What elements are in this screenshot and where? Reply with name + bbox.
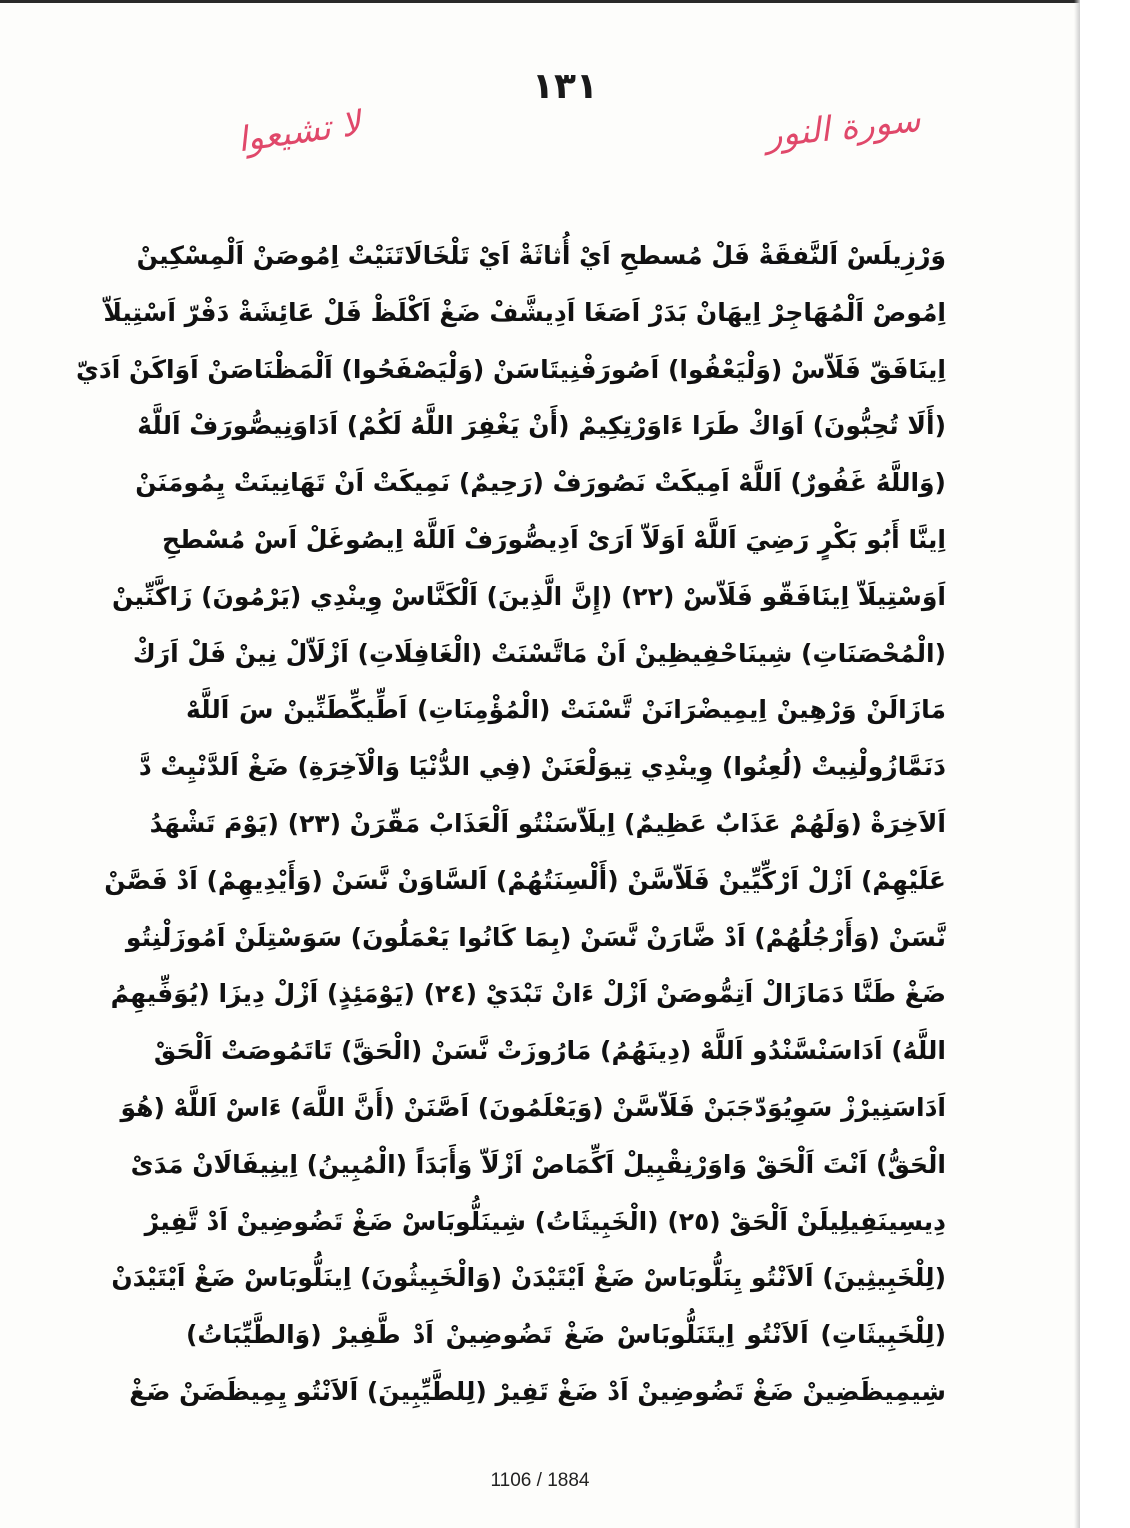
handwritten-surah-title: سورة النور: [763, 100, 923, 156]
text-line: (لِلْخَبِيثِينَ) اَلاَنْتُو يِنَلُّوبَاسْ ضَغْ اَيْتَيْدَنْ (وَالْخَبِيثُونَ) اِينَلُّوبَاسْ ضَغْ اَيْتَيْدَنْ: [111, 1263, 946, 1293]
text-line: دِيسِينَفِيلِيلَنْ اَلْحَقْ (٢٥) (الْخَبِيثَاتُ) شِينَلُّوبَاسْ ضَغْ تَضُوضِينْ اَدْ تَّفِيرْ: [144, 1206, 946, 1236]
text-line: ضَغْ طَنَّا دَمَازَالْ اَتِمُّوصَنْ اَزْلْ ءَانْ تَبْدَيْ (٢٤) (يَوْمَئِذٍ) اَزْلْ دِيزَا (يُوَفِّيهِمُ: [110, 979, 946, 1009]
text-line: مَازَالَنْ وَرْهِينْ اِيمِيضْرَانَنْ تَّسْنَتْ (الْمُؤْمِنَاتِ) اَطِّيكِّطَنِّينْ سَ اَللَّهْ: [186, 695, 946, 725]
text-line: دَنَمَّازُولْنِيتْ (لُعِنُوا) وِينْدِي تِيوَلْعَنَنْ (فِي الدُّنْيَا وَالْآخِرَةِ) ضَغْ اَلدَّنْيِتْ دَّ: [138, 752, 946, 782]
handwritten-note: لا تشيعوا: [234, 103, 364, 161]
tafsir-text-block: [75, 228, 946, 1421]
text-line: وَرْزِيلَسْ اَلنَّفقَةْ فَلْ مُسطحِ اَيْ أُثاثَةْ اَيْ تَلْخَالَاتَنَيْتْ اِمُوصَنْ اَلْمِسْكِينْ: [136, 241, 946, 270]
text-line: نَّسَنْ (وَأَرْجُلُهُمْ) اَدْ ضَّارَنْ نَّسَنْ (بِمَا كَانُوا يَعْمَلُونَ) سَوَسْتِلَنْ اَمُوزَلْنِتُو: [125, 922, 946, 952]
page-edge-shadow: [1074, 0, 1080, 1528]
text-line: الْحَقُّ) اَنْتَ اَلْحَقْ وَاوَرْنِقْبِيلْ اَكِّمَاصْ اَزْلَاّ وَأَبَدَاً (الْمُبِينُ) اِينِيفَالَانْ مَدَىْ: [130, 1149, 946, 1179]
text-line: شِيمِيظَضِينْ ضَغْ تَضُوضِينْ اَدْ ضَغْ تَفِيرْ (لِلطَّيِّبِينَ) اَلاَنْتُو يِمِيظَضَنْ ضَغْ: [129, 1376, 946, 1406]
text-line: اَلاَخِرَةْ (وَلَهُمْ عَذَابٌ عَظِيمٌ) اِيلَاّسَنْتُو اَلْعَذَابْ مَقّرَنْ (٢٣) (يَوْمَ تَشْهَدُ: [149, 808, 946, 838]
text-line: اِينَّا أَبُو بَكْرٍ رَضِيَ اَللَّهْ اَوَلَاّ اَرَىْ اَدِيصُّورَفْ اَللَّهْ اِيصُوغَلْ اَسْ مُسْطحِ: [161, 524, 946, 554]
page-counter: 1106 / 1884: [490, 1470, 590, 1491]
text-line: اَوَسْتِيلَاّ اِينَافَقّو فَلَاّسْ (٢٢) (إِنَّ الَّذِينَ) اَلْكَنَّاسْ وِينْدِي (يَرْمُونَ) زَاكَّنِّينْ: [111, 581, 946, 611]
text-line: اِينَافَقّ فَلَاّسْ (وَلْيَعْفُوا) اَصُورَفْنِيتَاسَنْ (وَلْيَصْفَحُوا) اَلْمَظْنَاصَنْ اَوَاكَنْ اَدَيّ: [75, 354, 946, 384]
text-line: (الْمُحْصَنَاتِ) شِينَاحْفِيظِينْ اَنْ مَاتَّسْنَتْ (الْغَافِلَاتِ) اَزْلَاّلْ نِينْ فَلْ اَرَكْ: [132, 638, 946, 668]
text-line: (لِلْخَبِيثَاتِ) اَلاَنْتُو اِيتَنَلُّوبَاسْ ضَغْ تَضُوضِينْ اَدْ طَّفِيرْ (وَالطَّيِّبَاتُ): [186, 1320, 946, 1350]
page-number: ١٣١: [532, 66, 598, 107]
text-line: (أَلَا تُحِبُّونَ) اَوَاكْ طَرَا ءَاوَرْتِكِيمْ (أَنْ يَغْفِرَ اللَّهُ لَكُمْ) اَدَاوَنِيصُّورَفْ اَللَّهْ: [137, 411, 946, 441]
text-line: عَلَيْهِمْ) اَزْلْ اَرْكِّيِّينْ فَلَاّسَّنْ (أَلْسِنَتُهُمْ) اَلسَّاوَنْ نَّسَنْ (وَأَيْدِيهِمْ) اَدْ فَصَّنْ: [104, 865, 946, 895]
text-line: اِمُوصْ اَلْمُهَاجِرْ اِيهَانْ بَدَرْ اَصَغَا اَدِيشَّفْ ضَغْ اَكْلَظْ فَلْ عَائِشَةْ دَفْرّ اَسْتِيلَاّ: [103, 297, 946, 327]
text-line: (وَاللَّهُ غَفُورٌ) اَللَّهْ اَمِيكَتْ نَصُورَفْ (رَحِيمٌ) نَمِيكَتْ اَنْ تَهَانِينَتْ يِمُومَنَنْ: [135, 468, 946, 498]
text-line: اَدَاسَنِيرْزْ سَوِيُوَدّجَبَنْ فَلَاّسَّنْ (وَيَعْلَمُونَ) اَصَّنَنْ (أَنَّ اللَّهَ) ءَاسْ اَللَّهْ (هُوَ: [120, 1092, 946, 1122]
top-border: [0, 0, 1080, 3]
text-line: اللَّهُ) اَدَاسَنْسَّنْدُو اَللَّهْ (دِينَهُمُ) مَارُوزَتْ نَّسَنْ (الْحَقَّ) تَاتَمُوصَتْ اَلْحَقْ: [153, 1036, 946, 1066]
